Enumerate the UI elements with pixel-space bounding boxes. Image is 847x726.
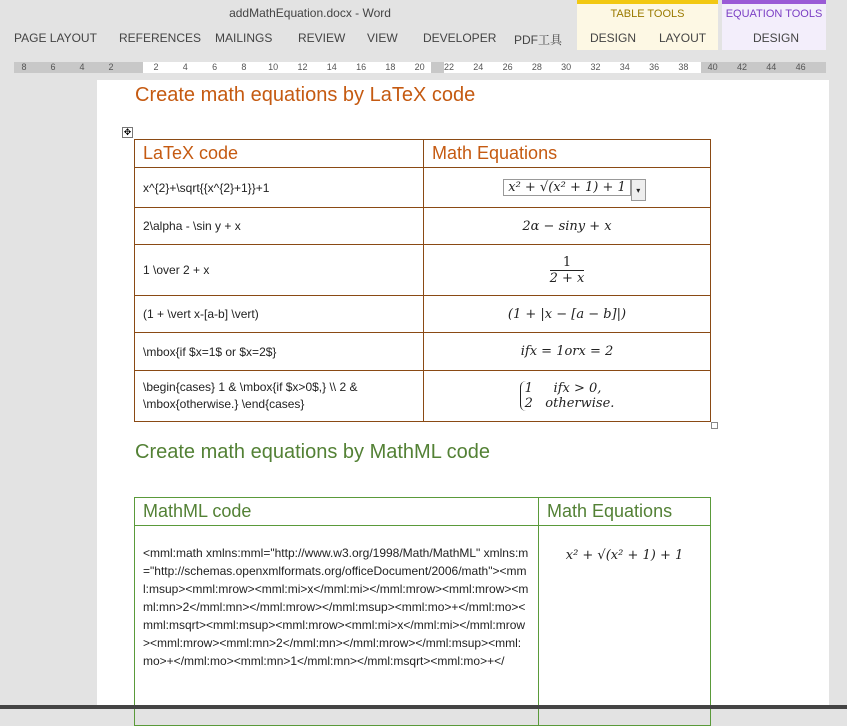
ruler-number: 4 (182, 62, 188, 72)
table-row (135, 296, 711, 333)
table-tools-label: TABLE TOOLS (610, 8, 685, 20)
ruler-number: 34 (619, 62, 630, 72)
latex-code[interactable]: 1 \over 2 + x (135, 245, 424, 296)
latex-code[interactable]: (1 + \vert x-[a-b] \vert) (135, 296, 424, 333)
tab-page-layout[interactable]: PAGE LAYOUT (14, 31, 97, 45)
mathml-table (134, 497, 711, 726)
tab-review[interactable]: REVIEW (298, 31, 346, 45)
ruler-number: 14 (326, 62, 337, 72)
ruler-number: 40 (707, 62, 718, 72)
ruler-number: 26 (502, 62, 513, 72)
ruler-number: 22 (443, 62, 455, 72)
header-mathml-code: MathML code (135, 498, 539, 526)
status-bar-edge (0, 705, 847, 709)
ruler-number: 38 (678, 62, 689, 72)
equation[interactable]: x² + √(x² + 1) + 1 (508, 180, 626, 195)
ruler-number: 2 (153, 62, 159, 72)
equation-options-dropdown-icon[interactable]: ▾ (631, 179, 646, 201)
ruler-number: 24 (473, 62, 484, 72)
ruler-number: 44 (766, 62, 777, 72)
ruler[interactable] (14, 62, 826, 73)
ruler-number: 16 (356, 62, 367, 72)
ruler-number: 36 (649, 62, 660, 72)
equation[interactable]: ifx = 1orx = 2 (424, 333, 711, 371)
table-row (135, 371, 711, 422)
ruler-number: 32 (590, 62, 601, 72)
tab-references[interactable]: REFERENCES (119, 31, 202, 45)
equation[interactable] (424, 371, 711, 422)
header-latex-code: LaTeX code (135, 140, 424, 168)
equation[interactable]: x² + √(x² + 1) + 1 (539, 526, 711, 726)
mathml-code[interactable]: <mml:math xmlns:mml="http://www.w3.org/1998/Math/MathML" xmlns:m="http://schemas.openxmlformats.org/officeDocument/2006/math"><mml:msup><mml:mrow><mml:mi>x</mml:mi></mml:mrow><mml:mrow><mml:mn>2</mml:mn></mml:mrow></mml:msup><mml:mo>+</mml:mo><mml:msqrt><mml:msup><mml:mrow><mml:mi>x</mml:mi></mml:mrow><mml:mrow><mml:mn>2</mml:mn></mml:mrow></mml:msup><mml:mo>+</mml:mo><mml:mn>1</mml:mn></mml:msqrt><mml:mo>+</ (135, 526, 539, 726)
equation[interactable]: 2α − siny + x (424, 208, 711, 245)
numerator: 1 (550, 255, 585, 271)
tab-pdf[interactable]: PDF工具 (514, 33, 563, 47)
ruler-number: 8 (241, 62, 247, 72)
equation[interactable]: (1 + |x − [a − b]|) (424, 296, 711, 333)
latex-code[interactable]: x^{2}+\sqrt{{x^{2}+1}}+1 (135, 168, 424, 208)
tab-table-layout[interactable]: LAYOUT (659, 31, 707, 45)
window-title: addMathEquation.docx - Word (229, 6, 391, 20)
latex-table (134, 139, 711, 422)
header-math-equations: Math Equations (539, 498, 711, 526)
table-row (135, 333, 711, 371)
tab-table-design[interactable]: DESIGN (590, 31, 637, 45)
table-row (135, 208, 711, 245)
ruler-number: 42 (736, 62, 748, 72)
tab-developer[interactable]: DEVELOPER (423, 31, 497, 45)
ruler-number: 4 (79, 62, 85, 72)
ruler-number: 8 (21, 62, 27, 72)
header-math-equations: Math Equations (424, 140, 711, 168)
equation[interactable] (424, 245, 711, 296)
ruler-number: 2 (108, 62, 114, 72)
latex-code[interactable]: 2\alpha - \sin y + x (135, 208, 424, 245)
equation-editor[interactable] (503, 179, 641, 196)
case-1: 1 ifx > 0, (524, 381, 602, 396)
ruler-number: 46 (795, 62, 806, 72)
heading-latex: Create math equations by LaTeX code (135, 84, 476, 106)
ruler-number: 20 (414, 62, 425, 72)
latex-code[interactable]: \begin{cases} 1 & \mbox{if $x>0$,} \\ 2 & \mbox{otherwise.} \end{cases} (135, 371, 424, 422)
ruler-number: 6 (212, 62, 218, 72)
table-row (135, 245, 711, 296)
ruler-number: 12 (297, 62, 308, 72)
tab-view[interactable]: VIEW (367, 31, 398, 45)
latex-code[interactable]: \mbox{if $x=1$ or $x=2$} (135, 333, 424, 371)
tab-equation-design[interactable]: DESIGN (753, 31, 800, 45)
tab-mailings[interactable]: MAILINGS (215, 31, 273, 45)
table-move-handle-icon[interactable]: ✥ (123, 127, 132, 137)
denominator: 2 + x (549, 270, 585, 286)
ruler-number: 18 (385, 62, 396, 72)
heading-mathml: Create math equations by MathML code (135, 441, 491, 463)
table-resize-handle[interactable] (711, 422, 718, 429)
ruler-number: 6 (50, 62, 56, 72)
table-row (135, 168, 711, 208)
ruler-number: 30 (561, 62, 572, 72)
ruler-number: 28 (531, 62, 542, 72)
equation-tools-label: EQUATION TOOLS (725, 8, 823, 20)
equation-cell[interactable] (424, 168, 711, 208)
table-row (135, 526, 711, 726)
case-2: 2 otherwise. (524, 396, 615, 411)
ruler-number: 10 (268, 62, 279, 72)
